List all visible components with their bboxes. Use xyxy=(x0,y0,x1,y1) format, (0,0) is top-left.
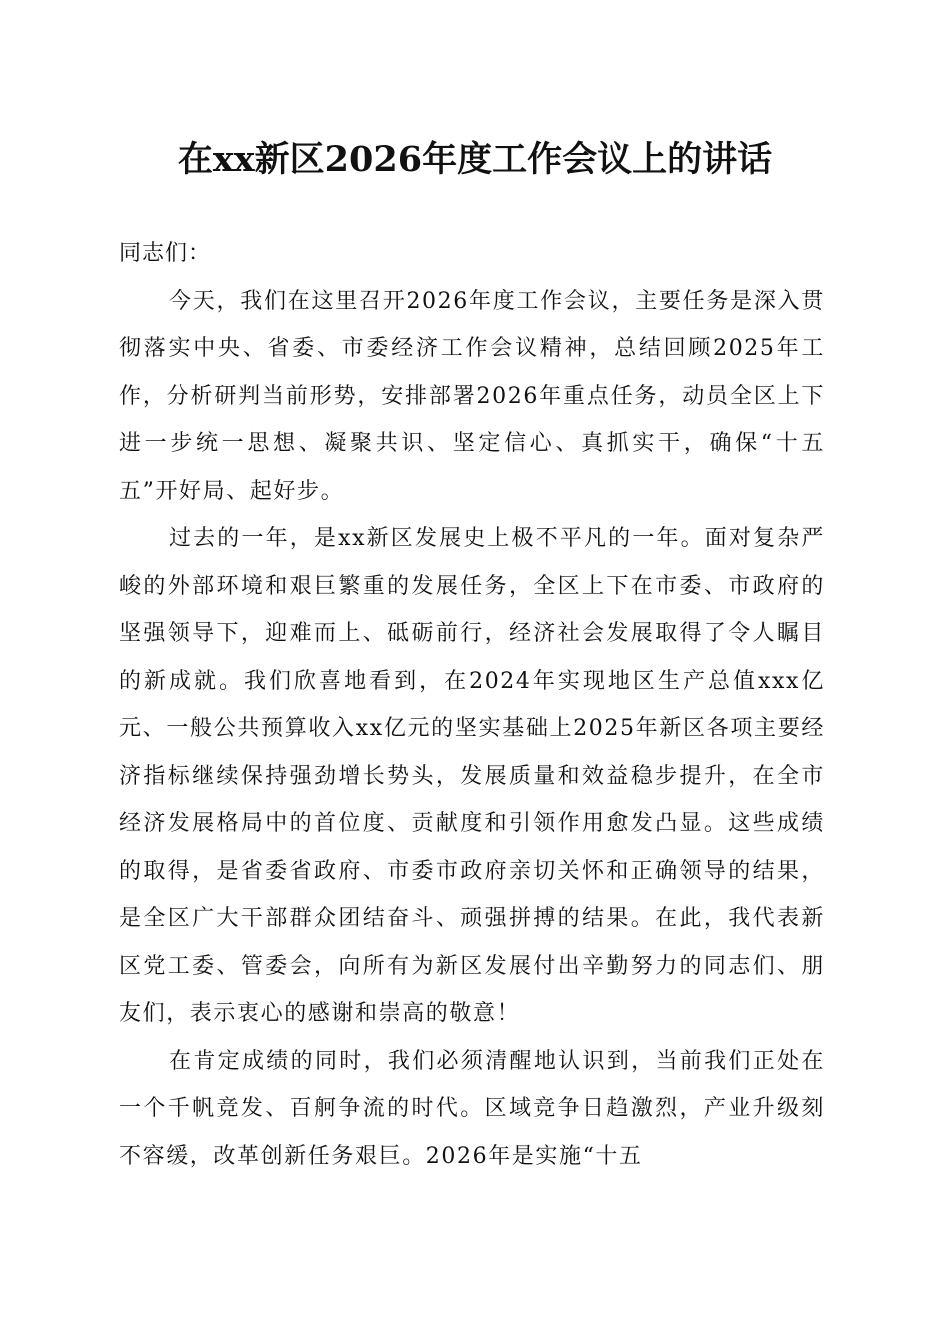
paragraph-challenges: 在肯定成绩的同时，我们必须清醒地认识到，当前我们正处在一个千帆竞发、百舸争流的时代。区域竞争日趋激烈，产业升级刻不容缓，改革创新任务艰巨。2026年是实施“十五 xyxy=(119,1048,825,1169)
document-title: 在xx新区2026年度工作会议上的讲话 xyxy=(177,139,773,180)
paragraph-review: 过去的一年，是xx新区发展史上极不平凡的一年。面对复杂严峻的外部环境和艰巨繁重的发展任务，全区上下在市委、市政府的坚强领导下，迎难而上、砥砺前行，经济社会发展取得了令人瞩目的新成就。我们欣喜地看到，在2024年实现地区生产总值xxx亿元、一般公共预算收入xx亿元的坚实基础上2025年新区各项主要经济指标继续保持强劲增长势头，发展质量和效益稳步提升，在全市经济发展格局中的首位度、贡献度和引领作用愈发凸显。这些成绩的取得，是省委省政府、市委市政府亲切关怀和正确领导的结果，是全区广大干部群众团结奋斗、顽强拼搏的结果。在此，我代表新区党工委、管委会，向所有为新区发展付出辛勤努力的同志们、朋友们，表示衷心的感谢和崇高的敬意！ xyxy=(119,526,825,1026)
paragraph-opening: 今天，我们在这里召开2026年度工作会议，主要任务是深入贯彻落实中央、省委、市委经济工作会议精神，总结回顾2025年工作，分析研判当前形势，安排部署2026年重点任务，动员全区上下进一步统一思想、凝聚共识、坚定信心、真抓实干，确保“十五五”开好局、起好步。 xyxy=(119,288,825,504)
document-body xyxy=(119,230,825,1180)
salutation: 同志们： xyxy=(119,241,212,266)
